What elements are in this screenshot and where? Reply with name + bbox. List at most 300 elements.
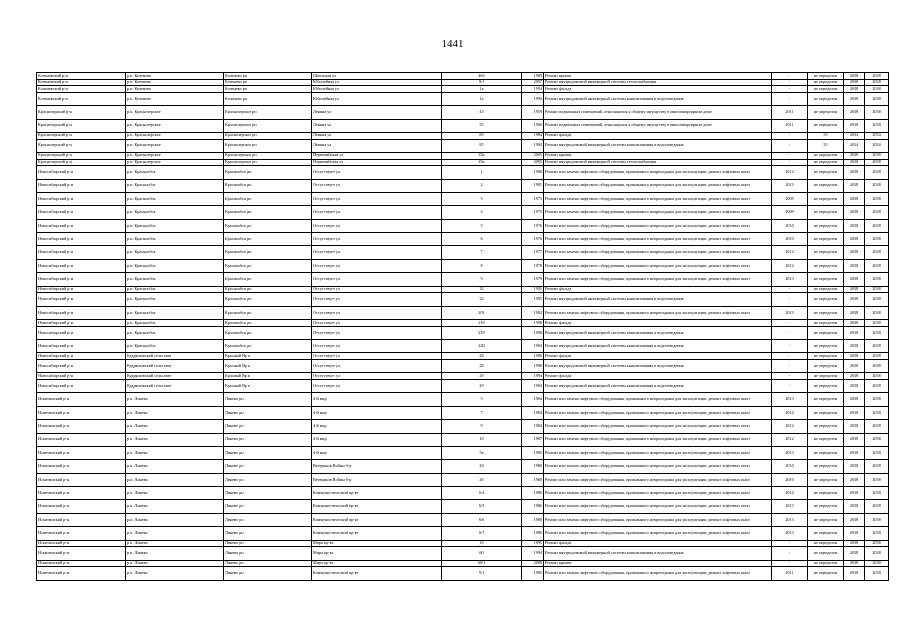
last-repair-year-cell: 2012 bbox=[772, 259, 808, 272]
table-row bbox=[37, 293, 889, 306]
locality-cell: Красный Яр п bbox=[224, 359, 312, 372]
house-number-cell: 85 bbox=[442, 139, 522, 152]
settlement-cell: р.п. Линево bbox=[126, 500, 224, 513]
settlement-cell: р.п. Линево bbox=[126, 560, 224, 567]
district-cell: Искитимский р-н bbox=[37, 560, 126, 567]
table-row bbox=[37, 326, 889, 339]
plan-start-cell: 2038 bbox=[844, 179, 865, 192]
house-number-cell: 32 bbox=[442, 286, 522, 293]
house-number-cell: 218 bbox=[442, 320, 522, 327]
year-built-cell: 2000 bbox=[522, 560, 544, 567]
table-row bbox=[37, 139, 889, 152]
plan-end-cell: 2038 bbox=[865, 79, 889, 86]
work-type-cell: Ремонт или замена лифтового оборудования, признанного непригодным для эксплуатации, ремонт лифтовых шахт bbox=[544, 246, 772, 259]
table-row bbox=[37, 340, 889, 353]
last-repair-year-cell: - bbox=[772, 92, 808, 105]
locality-cell: Краснообск рп bbox=[224, 246, 312, 259]
table-row bbox=[37, 560, 889, 567]
locality-cell: Коченево рп bbox=[224, 86, 312, 93]
plan-end-cell: 2038 bbox=[865, 233, 889, 246]
house-number-cell: 4 bbox=[442, 206, 522, 219]
year-built-cell: 1976 bbox=[522, 233, 544, 246]
plan-start-cell: 2034 bbox=[844, 139, 865, 152]
last-repair-year-cell: 2012 bbox=[772, 246, 808, 259]
house-number-cell: 10 bbox=[442, 433, 522, 446]
locality-cell: Линево рп bbox=[224, 420, 312, 433]
wear-cell: не определен bbox=[808, 379, 844, 392]
district-cell: Краснозерский р-н bbox=[37, 132, 126, 139]
plan-end-cell: 2038 bbox=[865, 179, 889, 192]
street-cell: Отсутствует ул bbox=[312, 233, 442, 246]
year-built-cell: 1959 bbox=[522, 106, 544, 119]
district-cell: Новосибирский р-н bbox=[37, 179, 126, 192]
street-cell: Первомайская ул bbox=[312, 159, 442, 166]
settlement-cell: р.п. Коченево bbox=[126, 79, 224, 86]
wear-cell: не определен bbox=[808, 326, 844, 339]
work-type-cell: Ремонт внутридомовой инженерной системы канализования и водоотведения bbox=[544, 379, 772, 392]
year-built-cell: 1982 bbox=[522, 306, 544, 319]
house-number-cell: 29 bbox=[442, 373, 522, 380]
last-repair-year-cell: - bbox=[772, 560, 808, 567]
plan-start-cell: 2038 bbox=[844, 233, 865, 246]
plan-end-cell: 2038 bbox=[865, 206, 889, 219]
settlement-cell: р.п. Краснообск bbox=[126, 259, 224, 272]
wear-cell: не определен bbox=[808, 233, 844, 246]
district-cell: Искитимский р-н bbox=[37, 446, 126, 459]
plan-end-cell: 2038 bbox=[865, 473, 889, 486]
street-cell: Мира пр-кт bbox=[312, 547, 442, 560]
last-repair-year-cell: 2010 bbox=[772, 460, 808, 473]
wear-cell: не определен bbox=[808, 152, 844, 159]
year-built-cell: 1966 bbox=[522, 119, 544, 132]
table-row bbox=[37, 273, 889, 286]
district-cell: Коченевский р-н bbox=[37, 86, 126, 93]
locality-cell: Линево рп bbox=[224, 446, 312, 459]
last-repair-year-cell: - bbox=[772, 379, 808, 392]
plan-end-cell: 2038 bbox=[865, 293, 889, 306]
district-cell: Искитимский р-н bbox=[37, 547, 126, 560]
work-type-cell: Ремонт или замена лифтового оборудования, признанного непригодным для эксплуатации, ремонт лифтовых шахт bbox=[544, 192, 772, 205]
work-type-cell: Ремонт внутридомовой инженерной системы канализования и водоотведения bbox=[544, 547, 772, 560]
plan-start-cell: 2038 bbox=[844, 446, 865, 459]
settlement-cell: р.п. Краснообск bbox=[126, 233, 224, 246]
plan-end-cell: 2038 bbox=[865, 487, 889, 500]
last-repair-year-cell: 2012 bbox=[772, 166, 808, 179]
plan-start-cell: 2038 bbox=[844, 92, 865, 105]
table-row bbox=[37, 152, 889, 159]
locality-cell: Краснообск рп bbox=[224, 219, 312, 232]
settlement-cell: р.п. Линево bbox=[126, 406, 224, 419]
house-number-cell: 6/7 bbox=[442, 527, 522, 540]
street-cell: 4-й мкр bbox=[312, 406, 442, 419]
table-row bbox=[37, 286, 889, 293]
settlement-cell: р.п. Краснообск bbox=[126, 306, 224, 319]
year-built-cell: 1981 bbox=[522, 179, 544, 192]
work-type-cell: Ремонт фасада bbox=[544, 286, 772, 293]
table-row bbox=[37, 79, 889, 86]
district-cell: Новосибирский р-н bbox=[37, 340, 126, 353]
district-cell: Коченевский р-н bbox=[37, 92, 126, 105]
work-type-cell: Ремонт подвальных помещений, относящихся к общему имуществу в многоквартирном доме bbox=[544, 119, 772, 132]
last-repair-year-cell: - bbox=[772, 286, 808, 293]
house-number-cell: 7 bbox=[442, 406, 522, 419]
locality-cell: Красный Яр п bbox=[224, 373, 312, 380]
locality-cell: Коченево рп bbox=[224, 73, 312, 80]
settlement-cell: р.п. Коченево bbox=[126, 92, 224, 105]
settlement-cell: р.п. Краснообск bbox=[126, 293, 224, 306]
table-row bbox=[37, 406, 889, 419]
plan-end-cell: 2038 bbox=[865, 92, 889, 105]
district-cell: Искитимский р-н bbox=[37, 393, 126, 406]
year-built-cell: 2005 bbox=[522, 159, 544, 166]
last-repair-year-cell: - bbox=[772, 540, 808, 547]
last-repair-year-cell: 2010 bbox=[772, 219, 808, 232]
plan-start-cell: 2038 bbox=[844, 273, 865, 286]
wear-cell: не определен bbox=[808, 206, 844, 219]
settlement-cell: р.п. Линево bbox=[126, 547, 224, 560]
plan-end-cell: 2038 bbox=[865, 560, 889, 567]
locality-cell: Краснозерское рп bbox=[224, 106, 312, 119]
plan-start-cell: 2038 bbox=[844, 359, 865, 372]
last-repair-year-cell: 2011 bbox=[772, 567, 808, 580]
plan-end-cell: 2038 bbox=[865, 166, 889, 179]
table-row bbox=[37, 373, 889, 380]
year-built-cell: 1994 bbox=[522, 373, 544, 380]
house-number-cell: 220 bbox=[442, 340, 522, 353]
wear-cell: не определен bbox=[808, 547, 844, 560]
wear-cell: не определен bbox=[808, 166, 844, 179]
plan-start-cell: 2038 bbox=[844, 86, 865, 93]
street-cell: Первомайская ул bbox=[312, 152, 442, 159]
locality-cell: Краснообск рп bbox=[224, 273, 312, 286]
work-type-cell: Ремонт внутридомовой инженерной системы канализования и водоотведения bbox=[544, 326, 772, 339]
street-cell: Коммунистический пр-кт bbox=[312, 500, 442, 513]
street-cell: Отсутствует ул bbox=[312, 259, 442, 272]
plan-end-cell: 2038 bbox=[865, 513, 889, 526]
locality-cell: Линево рп bbox=[224, 393, 312, 406]
street-cell: Отсутствует ул bbox=[312, 379, 442, 392]
plan-start-cell: 2038 bbox=[844, 393, 865, 406]
last-repair-year-cell: - bbox=[772, 340, 808, 353]
plan-start-cell: 2038 bbox=[844, 433, 865, 446]
year-built-cell: 1994 bbox=[522, 340, 544, 353]
plan-start-cell: 2038 bbox=[844, 540, 865, 547]
street-cell: Отсутствует ул bbox=[312, 166, 442, 179]
district-cell: Новосибирский р-н bbox=[37, 286, 126, 293]
locality-cell: Краснообск рп bbox=[224, 206, 312, 219]
wear-cell: не определен bbox=[808, 192, 844, 205]
street-cell: Юбилейная ул bbox=[312, 86, 442, 93]
settlement-cell: р.п. Краснообск bbox=[126, 340, 224, 353]
table-row bbox=[37, 219, 889, 232]
wear-cell: не определен bbox=[808, 259, 844, 272]
street-cell: Ленина ул bbox=[312, 119, 442, 132]
street-cell: 4-й мкр bbox=[312, 446, 442, 459]
year-built-cell: 1984 bbox=[522, 420, 544, 433]
last-repair-year-cell: 2012 bbox=[772, 433, 808, 446]
house-number-cell: 29 bbox=[442, 379, 522, 392]
wear-cell: не определен bbox=[808, 306, 844, 319]
district-cell: Новосибирский р-н bbox=[37, 359, 126, 372]
wear-cell: не определен bbox=[808, 406, 844, 419]
table-row bbox=[37, 92, 889, 105]
plan-start-cell: 2038 bbox=[844, 192, 865, 205]
plan-start-cell: 2038 bbox=[844, 119, 865, 132]
locality-cell: Линево рп bbox=[224, 406, 312, 419]
house-number-cell: 5 bbox=[442, 393, 522, 406]
settlement-cell: р.п. Краснообск bbox=[126, 286, 224, 293]
settlement-cell: р.п. Линево bbox=[126, 540, 224, 547]
plan-end-cell: 2038 bbox=[865, 159, 889, 166]
street-cell: Отсутствует ул bbox=[312, 326, 442, 339]
last-repair-year-cell: - bbox=[772, 139, 808, 152]
plan-end-cell: 2038 bbox=[865, 320, 889, 327]
locality-cell: Краснообск рп bbox=[224, 192, 312, 205]
street-cell: Ветеранов Войны б-р bbox=[312, 473, 442, 486]
table-row bbox=[37, 513, 889, 526]
settlement-cell: р.п. Краснообск bbox=[126, 192, 224, 205]
plan-start-cell: 2038 bbox=[844, 379, 865, 392]
house-number-cell: 28 bbox=[442, 353, 522, 360]
wear-cell: не определен bbox=[808, 219, 844, 232]
year-built-cell: 1986 bbox=[522, 513, 544, 526]
plan-start-cell: 2038 bbox=[844, 527, 865, 540]
district-cell: Искитимский р-н bbox=[37, 540, 126, 547]
locality-cell: Линево рп bbox=[224, 560, 312, 567]
house-number-cell: 5/1 bbox=[442, 567, 522, 580]
plan-start-cell: 2038 bbox=[844, 206, 865, 219]
last-repair-year-cell: 2013 bbox=[772, 306, 808, 319]
district-cell: Искитимский р-н bbox=[37, 513, 126, 526]
last-repair-year-cell: 2010 bbox=[772, 233, 808, 246]
work-type-cell: Ремонт внутридомовой инженерной системы канализования и водоотведения bbox=[544, 340, 772, 353]
plan-start-cell: 2038 bbox=[844, 513, 865, 526]
work-type-cell: Ремонт крыши bbox=[544, 560, 772, 567]
settlement-cell: р.п. Линево bbox=[126, 527, 224, 540]
work-type-cell: Ремонт или замена лифтового оборудования, признанного непригодным для эксплуатации, ремонт лифтовых шахт bbox=[544, 420, 772, 433]
wear-cell: не определен bbox=[808, 460, 844, 473]
table-row bbox=[37, 353, 889, 360]
house-number-cell: 201 bbox=[442, 306, 522, 319]
last-repair-year-cell: - bbox=[772, 86, 808, 93]
work-type-cell: Ремонт подвальных помещений, относящихся к общему имуществу в многоквартирном доме bbox=[544, 106, 772, 119]
work-type-cell: Ремонт или замена лифтового оборудования, признанного непригодным для эксплуатации, ремонт лифтовых шахт bbox=[544, 487, 772, 500]
wear-cell: не определен bbox=[808, 433, 844, 446]
settlement-cell: р.п. Линево bbox=[126, 446, 224, 459]
house-number-cell: 3 bbox=[442, 192, 522, 205]
house-number-cell: 218 bbox=[442, 326, 522, 339]
plan-end-cell: 2038 bbox=[865, 500, 889, 513]
locality-cell: Краснозерское рп bbox=[224, 139, 312, 152]
street-cell: Ленина ул bbox=[312, 132, 442, 139]
street-cell: Отсутствует ул bbox=[312, 206, 442, 219]
street-cell: Школьная ул bbox=[312, 73, 442, 80]
last-repair-year-cell: - bbox=[772, 132, 808, 139]
plan-start-cell: 2038 bbox=[844, 420, 865, 433]
plan-start-cell: 2038 bbox=[844, 219, 865, 232]
settlement-cell: р.п. Коченево bbox=[126, 73, 224, 80]
settlement-cell: р.п. Линево bbox=[126, 420, 224, 433]
settlement-cell: Кудряшовский сельсовет bbox=[126, 379, 224, 392]
district-cell: Новосибирский р-н bbox=[37, 373, 126, 380]
locality-cell: Краснозерское рп bbox=[224, 132, 312, 139]
wear-cell: не определен bbox=[808, 373, 844, 380]
year-built-cell: 1995 bbox=[522, 286, 544, 293]
table-row bbox=[37, 500, 889, 513]
house-number-cell: 9/1 bbox=[442, 79, 522, 86]
house-number-cell: 6 bbox=[442, 233, 522, 246]
street-cell: Отсутствует ул bbox=[312, 179, 442, 192]
year-built-cell: 1986 bbox=[522, 500, 544, 513]
street-cell: Отсутствует ул bbox=[312, 320, 442, 327]
plan-end-cell: 2038 bbox=[865, 567, 889, 580]
settlement-cell: р.п. Линево bbox=[126, 433, 224, 446]
district-cell: Новосибирский р-н bbox=[37, 353, 126, 360]
district-cell: Искитимский р-н bbox=[37, 420, 126, 433]
last-repair-year-cell: 2013 bbox=[772, 273, 808, 286]
wear-cell: не определен bbox=[808, 246, 844, 259]
street-cell: Коммунистический пр-кт bbox=[312, 567, 442, 580]
year-built-cell: 1980 bbox=[522, 460, 544, 473]
settlement-cell: р.п. Краснообск bbox=[126, 206, 224, 219]
plan-start-cell: 2038 bbox=[844, 547, 865, 560]
district-cell: Коченевский р-н bbox=[37, 79, 126, 86]
settlement-cell: р.п. Краснозерское bbox=[126, 119, 224, 132]
locality-cell: Краснозерское рп bbox=[224, 159, 312, 166]
last-repair-year-cell: - bbox=[772, 547, 808, 560]
settlement-cell: р.п. Линево bbox=[126, 567, 224, 580]
locality-cell: Краснообск рп bbox=[224, 179, 312, 192]
street-cell: Отсутствует ул bbox=[312, 273, 442, 286]
settlement-cell: Кудряшовский сельсовет bbox=[126, 353, 224, 360]
year-built-cell: 1985 bbox=[522, 446, 544, 459]
locality-cell: Линево рп bbox=[224, 487, 312, 500]
district-cell: Новосибирский р-н bbox=[37, 206, 126, 219]
plan-start-cell: 2038 bbox=[844, 406, 865, 419]
wear-cell: не определен bbox=[808, 86, 844, 93]
wear-cell: не определен bbox=[808, 353, 844, 360]
street-cell: Отсутствует ул bbox=[312, 192, 442, 205]
table-row bbox=[37, 306, 889, 319]
table-row bbox=[37, 567, 889, 580]
last-repair-year-cell: - bbox=[772, 293, 808, 306]
last-repair-year-cell: - bbox=[772, 73, 808, 80]
locality-cell: Линево рп bbox=[224, 540, 312, 547]
locality-cell: Краснообск рп bbox=[224, 320, 312, 327]
house-number-cell: 6/5 bbox=[442, 500, 522, 513]
plan-start-cell: 2038 bbox=[844, 373, 865, 380]
settlement-cell: р.п. Краснообск bbox=[126, 219, 224, 232]
street-cell: Отсутствует ул bbox=[312, 219, 442, 232]
plan-end-cell: 2038 bbox=[865, 259, 889, 272]
plan-start-cell: 2034 bbox=[844, 132, 865, 139]
locality-cell: Краснообск рп bbox=[224, 259, 312, 272]
last-repair-year-cell: - bbox=[772, 159, 808, 166]
table-row bbox=[37, 446, 889, 459]
settlement-cell: р.п. Краснозерское bbox=[126, 106, 224, 119]
settlement-cell: р.п. Краснообск bbox=[126, 273, 224, 286]
plan-start-cell: 2038 bbox=[844, 106, 865, 119]
plan-start-cell: 2038 bbox=[844, 326, 865, 339]
plan-end-cell: 2038 bbox=[865, 527, 889, 540]
page-number: 1441 bbox=[441, 38, 464, 50]
table-row bbox=[37, 166, 889, 179]
district-cell: Новосибирский р-н bbox=[37, 166, 126, 179]
settlement-cell: р.п. Линево bbox=[126, 473, 224, 486]
last-repair-year-cell: 2011 bbox=[772, 106, 808, 119]
house-number-cell: 60/1 bbox=[442, 560, 522, 567]
work-type-cell: Ремонт или замена лифтового оборудования, признанного непригодным для эксплуатации, ремонт лифтовых шахт bbox=[544, 219, 772, 232]
settlement-cell: р.п. Линево bbox=[126, 487, 224, 500]
work-type-cell: Ремонт фасада bbox=[544, 86, 772, 93]
locality-cell: Линево рп bbox=[224, 527, 312, 540]
plan-start-cell: 2038 bbox=[844, 246, 865, 259]
settlement-cell: р.п. Коченево bbox=[126, 86, 224, 93]
house-number-cell: 5а bbox=[442, 446, 522, 459]
work-type-cell: Ремонт внутридомовой инженерной системы теплоснабжения bbox=[544, 159, 772, 166]
work-type-cell: Ремонт или замена лифтового оборудования, признанного непригодным для эксплуатации, ремонт лифтовых шахт bbox=[544, 259, 772, 272]
last-repair-year-cell: - bbox=[772, 326, 808, 339]
wear-cell: не определен bbox=[808, 293, 844, 306]
table-row bbox=[37, 527, 889, 540]
year-built-cell: 1987 bbox=[522, 433, 544, 446]
last-repair-year-cell: 2012 bbox=[772, 487, 808, 500]
house-number-cell: 6/6 bbox=[442, 513, 522, 526]
plan-end-cell: 2038 bbox=[865, 152, 889, 159]
settlement-cell: р.п. Линево bbox=[126, 513, 224, 526]
street-cell: Коммунистический пр-кт bbox=[312, 487, 442, 500]
locality-cell: Красный Яр п bbox=[224, 379, 312, 392]
district-cell: Новосибирский р-н bbox=[37, 233, 126, 246]
street-cell: Коммунистический пр-кт bbox=[312, 527, 442, 540]
plan-end-cell: 2038 bbox=[865, 326, 889, 339]
wear-cell: не определен bbox=[808, 73, 844, 80]
wear-cell: не определен bbox=[808, 500, 844, 513]
plan-end-cell: 2038 bbox=[865, 106, 889, 119]
plan-start-cell: 2038 bbox=[844, 166, 865, 179]
plan-end-cell: 2038 bbox=[865, 460, 889, 473]
street-cell: Юбилейная ул bbox=[312, 79, 442, 86]
year-built-cell: 1980 bbox=[522, 166, 544, 179]
plan-end-cell: 2038 bbox=[865, 246, 889, 259]
work-type-cell: Ремонт внутридомовой инженерной системы канализования и водоотведения bbox=[544, 359, 772, 372]
locality-cell: Коченево рп bbox=[224, 79, 312, 86]
house-number-cell: 6/4 bbox=[442, 487, 522, 500]
table-row bbox=[37, 179, 889, 192]
street-cell: Отсутствует ул bbox=[312, 306, 442, 319]
last-repair-year-cell: 2009 bbox=[772, 206, 808, 219]
work-type-cell: Ремонт или замена лифтового оборудования, признанного непригодным для эксплуатации, ремонт лифтовых шахт bbox=[544, 273, 772, 286]
wear-cell: не определен bbox=[808, 567, 844, 580]
plan-end-cell: 2038 bbox=[865, 86, 889, 93]
work-type-cell: Ремонт или замена лифтового оборудования, признанного непригодным для эксплуатации, ремонт лифтовых шахт bbox=[544, 166, 772, 179]
wear-cell: не определен bbox=[808, 527, 844, 540]
year-built-cell: 1984 bbox=[522, 132, 544, 139]
house-number-cell: 26 bbox=[442, 473, 522, 486]
street-cell: Отсутствует ул bbox=[312, 359, 442, 372]
settlement-cell: Кудряшовский сельсовет bbox=[126, 359, 224, 372]
settlement-cell: р.п. Краснообск bbox=[126, 179, 224, 192]
locality-cell: Линево рп bbox=[224, 500, 312, 513]
plan-end-cell: 2038 bbox=[865, 353, 889, 360]
district-cell: Новосибирский р-н bbox=[37, 273, 126, 286]
street-cell: Коммунистический пр-кт bbox=[312, 513, 442, 526]
settlement-cell: р.п. Краснозерское bbox=[126, 152, 224, 159]
year-built-cell: 1995 bbox=[522, 293, 544, 306]
work-type-cell: Ремонт или замена лифтового оборудования, признанного непригодным для эксплуатации, ремонт лифтовых шахт bbox=[544, 513, 772, 526]
plan-start-cell: 2038 bbox=[844, 567, 865, 580]
settlement-cell: р.п. Краснообск bbox=[126, 246, 224, 259]
